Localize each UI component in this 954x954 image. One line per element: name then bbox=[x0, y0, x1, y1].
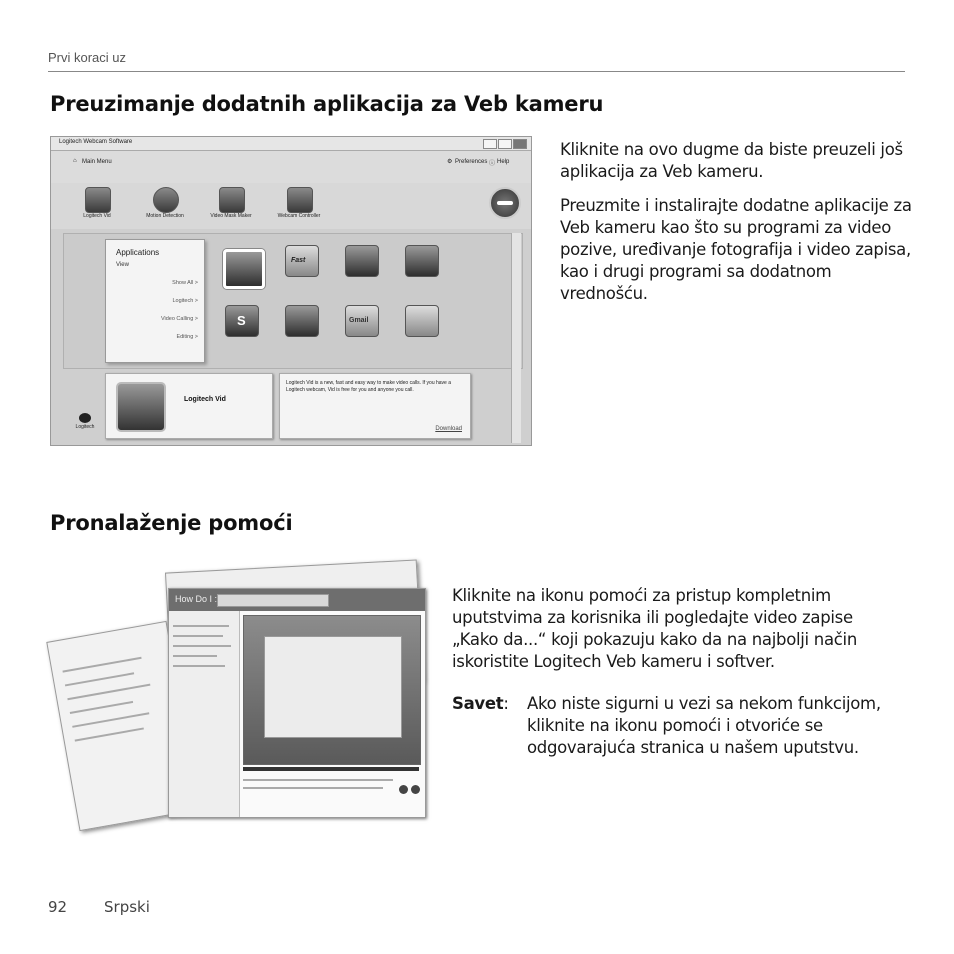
help-link[interactable]: Help bbox=[497, 159, 510, 165]
gmail-tile[interactable] bbox=[345, 305, 379, 337]
section2-title: Pronalaženje pomoći bbox=[50, 511, 293, 535]
collapse-button[interactable] bbox=[489, 187, 521, 219]
tile-text: Fast bbox=[291, 257, 306, 264]
filter-show-all[interactable]: Show All > bbox=[172, 280, 198, 286]
footer-language: Srpski bbox=[104, 898, 150, 916]
logitech-mark-icon bbox=[79, 413, 91, 423]
app-label: Webcam Controller bbox=[277, 213, 321, 219]
logitech-vid-tile[interactable] bbox=[223, 249, 265, 289]
video-camera-tile[interactable] bbox=[345, 245, 379, 277]
tip-colon: : bbox=[503, 694, 509, 713]
logitech-logo bbox=[71, 413, 99, 430]
help-topic-line bbox=[173, 625, 229, 627]
app-label: Logitech Vid bbox=[83, 213, 111, 219]
maximize-icon[interactable] bbox=[498, 139, 512, 149]
preferences-link[interactable]: Preferences bbox=[455, 159, 488, 165]
logitech-vid-icon[interactable] bbox=[85, 187, 111, 213]
next-icon[interactable] bbox=[411, 785, 420, 794]
how-do-i-topic-select[interactable] bbox=[217, 594, 329, 607]
yahoo-tile[interactable] bbox=[405, 305, 439, 337]
how-do-i-window bbox=[168, 588, 426, 818]
section2-paragraph: Kliknite na ikonu pomoći za pristup kompletnim uputstvima za korisnika ili pogledajte video zapise „Kako da...“ koji pokazuju kako da na najbolji način iskoristite Logitech Veb kameru i softver. bbox=[452, 586, 857, 671]
app-label: Video Mask Maker bbox=[210, 213, 252, 219]
webcam-controller-icon[interactable] bbox=[287, 187, 313, 213]
featured-app-name: Logitech Vid bbox=[184, 396, 226, 403]
help-topic-line bbox=[173, 645, 231, 647]
main-menu-link[interactable]: Main Menu bbox=[82, 159, 112, 165]
featured-app-description: Logitech Vid is a new, fast and easy way to make video calls. If you have a Logitech webcam, Vid is free for you and anyone you call. bbox=[286, 380, 452, 393]
filter-logitech[interactable]: Logitech > bbox=[172, 298, 198, 304]
scrollbar[interactable] bbox=[511, 233, 521, 443]
help-topic-line bbox=[67, 684, 150, 701]
help-topic-line bbox=[72, 712, 149, 728]
page-number: 92 bbox=[48, 898, 68, 916]
previous-icon[interactable] bbox=[399, 785, 408, 794]
webcam-software-screenshot bbox=[50, 136, 532, 446]
app-launcher-row bbox=[51, 183, 531, 229]
how-do-i-label: How Do I : bbox=[175, 594, 218, 604]
logitech-vid-icon bbox=[116, 382, 166, 432]
featured-app-description-card bbox=[279, 373, 471, 439]
how-do-i-bar bbox=[169, 589, 425, 611]
help-topic-line bbox=[70, 701, 133, 714]
tile-text: Gmail bbox=[349, 317, 369, 324]
view-label: View bbox=[116, 262, 129, 268]
running-title: Prvi koraci uz bbox=[48, 50, 127, 65]
menu-bar bbox=[51, 151, 531, 183]
filter-editing[interactable]: Editing > bbox=[176, 334, 198, 340]
video-progress-bar[interactable] bbox=[243, 767, 419, 771]
tip-text: Ako niste sigurni u vezi sa nekom funkcijom, kliknite na ikonu pomoći i otvoriće se odgovarajuća stranica u našem uputstvu. bbox=[527, 694, 881, 757]
help-topic-line bbox=[173, 635, 223, 637]
motion-detection-icon[interactable] bbox=[153, 187, 179, 213]
app-label: Motion Detection bbox=[146, 213, 184, 219]
section1-title: Preuzimanje dodatnih aplikacija za Veb kameru bbox=[50, 92, 604, 116]
help-topic-line bbox=[65, 672, 134, 686]
close-icon[interactable] bbox=[513, 139, 527, 149]
gear-icon[interactable]: ⚙ bbox=[447, 159, 453, 165]
help-topic-line bbox=[173, 655, 217, 657]
section1-paragraph-2: Preuzmite i instalirajte dodatne aplikacije za Veb kameru kao što su programi za video pozive, uređivanje fotografija i video zapisa, kao i drugi programi sa dodatnom vrednošću. bbox=[560, 196, 912, 303]
section1-paragraph-1: Kliknite na ovo dugme da biste preuzeli još aplikacija za Veb kameru. bbox=[560, 140, 903, 181]
caption-line bbox=[243, 779, 393, 781]
help-topic-line bbox=[62, 657, 141, 673]
video-viewer[interactable] bbox=[243, 615, 421, 765]
tip-label: Savet bbox=[452, 694, 504, 713]
header-rule bbox=[48, 71, 905, 72]
logitech-wordmark: Logitech bbox=[75, 424, 95, 430]
fast-tile[interactable] bbox=[285, 245, 319, 277]
home-icon[interactable]: ⌂ bbox=[73, 158, 77, 164]
caption-line bbox=[243, 787, 383, 789]
applications-heading: Applications bbox=[116, 248, 160, 257]
window-titlebar bbox=[51, 137, 531, 151]
window-title: Logitech Webcam Software bbox=[59, 139, 133, 145]
applications-filter-box bbox=[105, 239, 205, 363]
help-topic-list bbox=[169, 611, 240, 817]
skype-tile[interactable] bbox=[225, 305, 259, 337]
help-topic-line bbox=[173, 665, 225, 667]
people-tile[interactable] bbox=[285, 305, 319, 337]
tile-text: S bbox=[237, 313, 246, 328]
video-mask-maker-icon[interactable] bbox=[219, 187, 245, 213]
masks-tile[interactable] bbox=[405, 245, 439, 277]
help-icon[interactable]: ⓘ bbox=[489, 161, 496, 167]
help-topic-line bbox=[75, 727, 144, 741]
featured-app-card bbox=[105, 373, 273, 439]
minimize-icon[interactable] bbox=[483, 139, 497, 149]
help-windows-screenshot bbox=[60, 560, 428, 830]
section1-body bbox=[560, 139, 912, 317]
video-frame bbox=[264, 636, 402, 738]
filter-video-calling[interactable]: Video Calling > bbox=[160, 316, 198, 322]
download-link[interactable]: Download bbox=[435, 426, 462, 432]
